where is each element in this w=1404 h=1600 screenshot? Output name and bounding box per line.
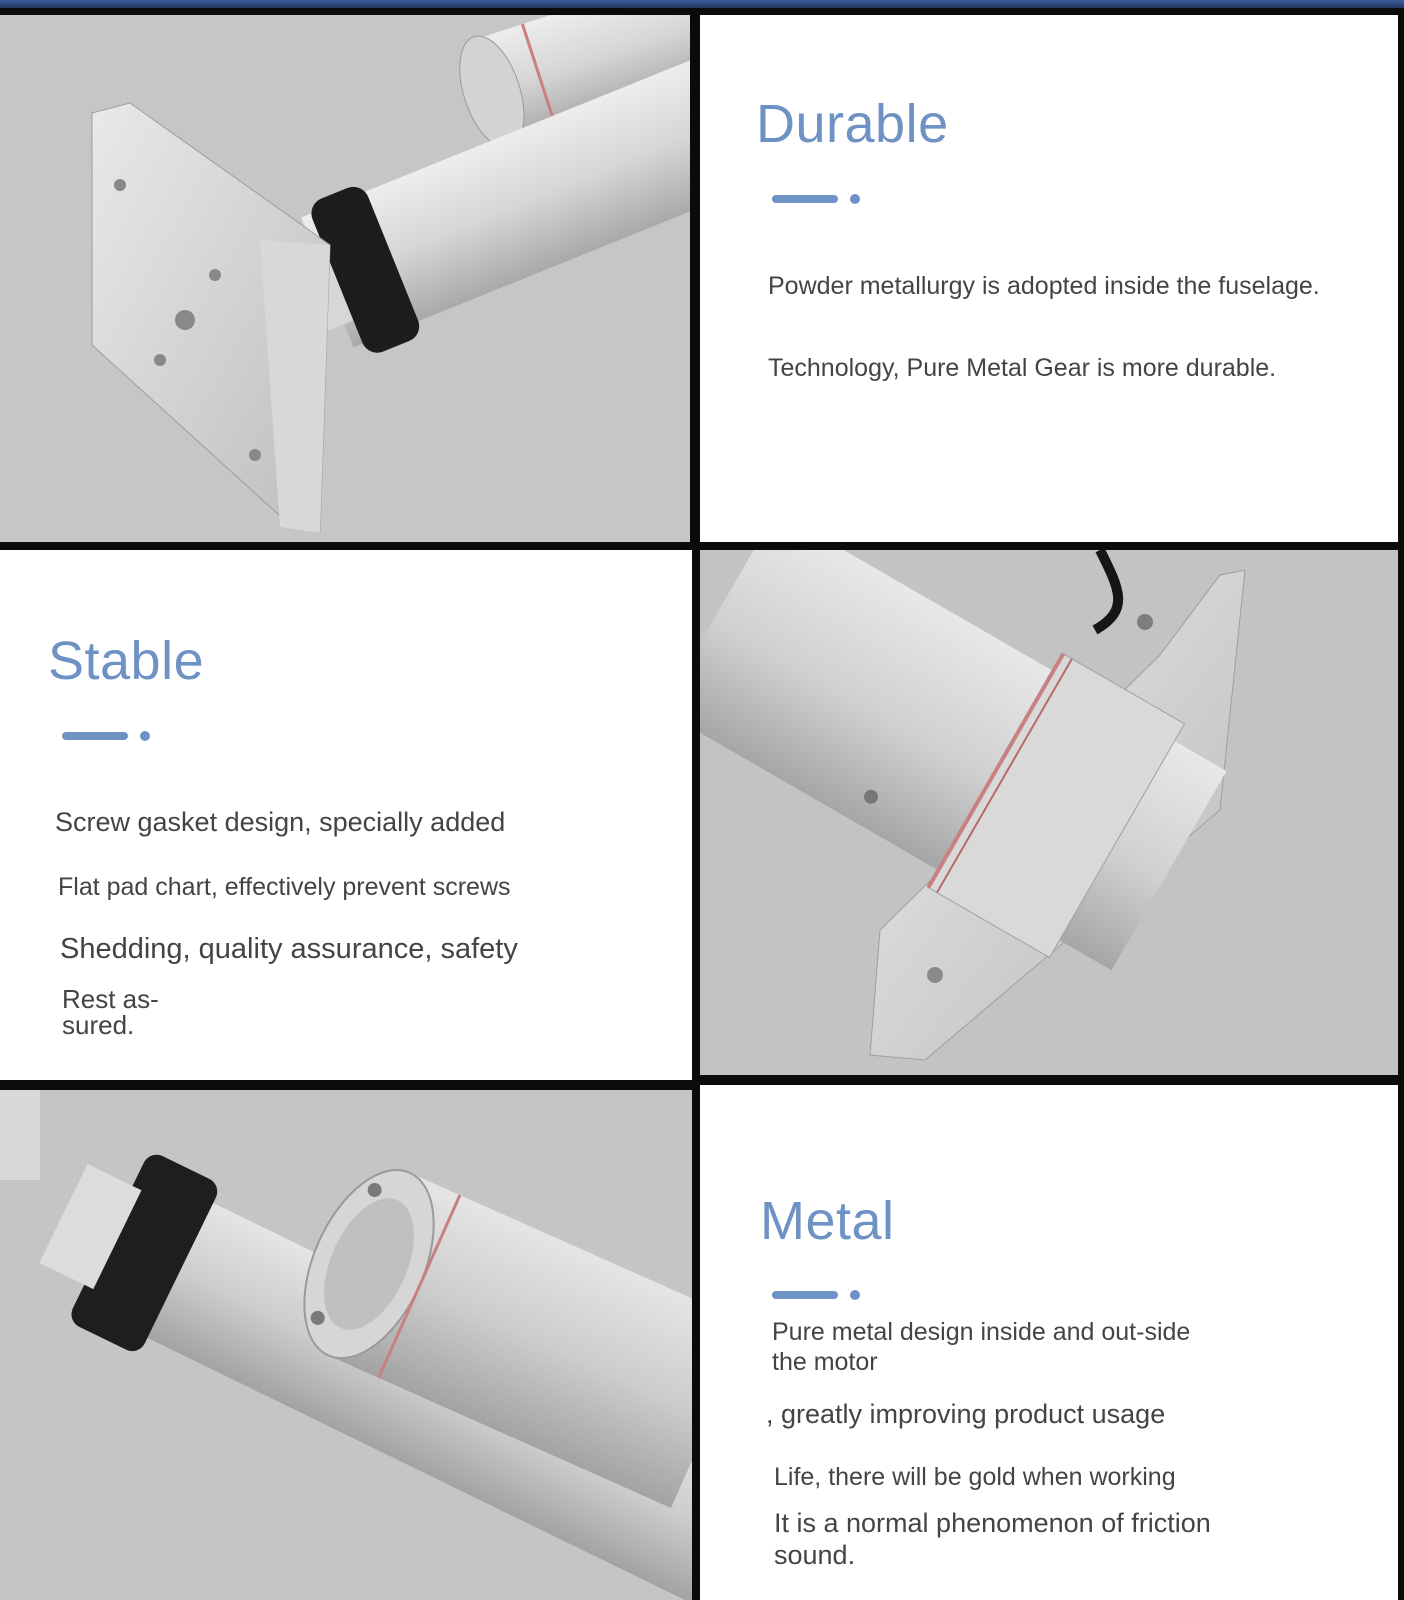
metal-line-3: Life, there will be gold when working (774, 1463, 1176, 1491)
metal-heading: Metal (760, 1191, 895, 1251)
actuator-tube-illustration (0, 1090, 692, 1600)
durable-heading: Durable (756, 94, 949, 154)
metal-line-2: , greatly improving product usage (766, 1399, 1166, 1429)
metal-line-4: It is a normal phenomenon of friction sound. (774, 1508, 1211, 1571)
durable-line-2: Technology, Pure Metal Gear is more durable. (768, 354, 1277, 382)
actuator-mount-illustration-2 (700, 550, 1398, 1075)
metal-feature-panel (700, 1085, 1398, 1600)
stable-line-1: Screw gasket design, specially added (55, 807, 506, 837)
metal-accent-divider (772, 1289, 862, 1301)
stable-heading: Stable (48, 631, 205, 691)
durable-line-1: Powder metallurgy is adopted inside the fuselage. (768, 272, 1320, 300)
stable-feature-panel (0, 550, 692, 1080)
stable-line-4: Rest as-sured. (62, 984, 159, 1040)
actuator-mount-illustration-1 (0, 15, 690, 542)
stable-accent-divider (62, 730, 152, 742)
durable-accent-divider (772, 193, 862, 205)
top-border-strip (0, 0, 1404, 8)
actuator-tube-photo (0, 1090, 692, 1600)
actuator-mount-photo-1 (0, 15, 690, 542)
metal-line-1: Pure metal design inside and out-side the motor (772, 1318, 1191, 1376)
actuator-mount-photo-2 (700, 550, 1398, 1075)
stable-line-2: Flat pad chart, effectively prevent screws (58, 873, 511, 901)
durable-feature-panel (700, 15, 1398, 542)
stable-line-3: Shedding, quality assurance, safety (60, 933, 518, 965)
